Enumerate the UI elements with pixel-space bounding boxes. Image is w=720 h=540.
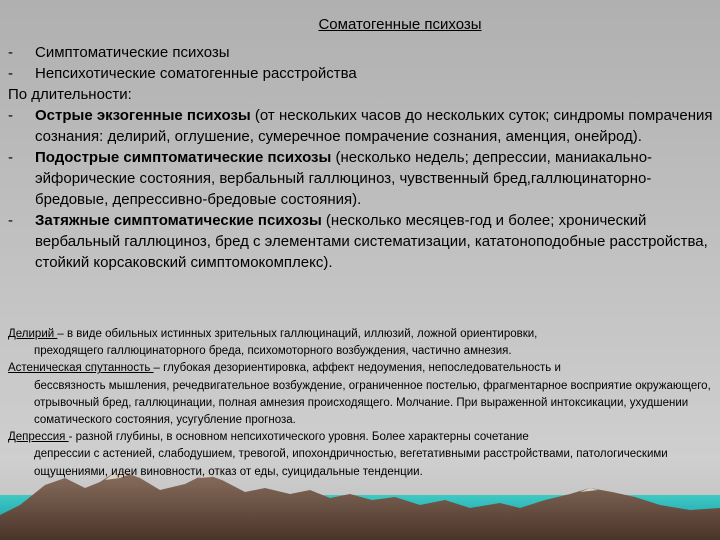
item-heading: Затяжные симптоматические психозы: [35, 212, 322, 229]
dash: -: [8, 65, 13, 82]
dash: -: [8, 149, 13, 166]
main-text: [8, 42, 714, 273]
item-text: (несколько недель; депрессии, маниакально-эйфорические состояния, вербальный галлюциноз, чувственный бред,галлюцинаторно-бредовые, депрессивно-бредовые состояния).: [35, 149, 653, 208]
item-heading: Острые экзогенные психозы: [35, 107, 251, 124]
note-term: Депрессия: [8, 431, 69, 444]
list-item: [8, 63, 714, 84]
note-term: Делирий: [8, 328, 58, 340]
note-continuation: преходящего галлюцинаторного бреда, психомоторного возбуждения, частично амнезия.: [34, 345, 512, 358]
notes: [8, 326, 714, 481]
note-asthenic: [8, 360, 714, 429]
note-continuation: бессвязность мышления, речедвигательное возбуждение, ограниченное постелью, фрагментарное восприятие окружающего, отрывочный бред, галлюцинации, полная амнезия происходящего. Молчание. При выраженной интоксикации, ухудшении соматического состояния, усугубление прогноза.: [34, 379, 711, 427]
dash: -: [8, 212, 13, 229]
item-text: Симптоматические психозы: [35, 44, 230, 61]
list-item: [8, 210, 714, 273]
item-text: (несколько месяцев-год и более; хронический вербальный галлюциноз, бред с элементами систематизации, кататоноподобные расстройства, стойкий корсаковский симптомокомплекс).: [35, 212, 708, 271]
note-text: - разной глубины, в основном непсихотического уровня. Более характерны сочетание: [68, 431, 529, 444]
note-text: – в виде обильных истинных зрительных галлюцинаций, иллюзий, ложной ориентировки,: [57, 328, 538, 340]
note-term: Астеническая спутанность: [8, 362, 154, 375]
note-text: – глубокая дезориентировка, аффект недоумения, непоследовательность и: [153, 362, 561, 375]
duration-label: По длительности:: [8, 86, 132, 103]
item-heading: Подострые симптоматические психозы: [35, 149, 332, 166]
item-text: (от нескольких часов до нескольких суток; синдромы помрачения сознания: делирий, оглушение, сумеречное помрачение сознания, аменция, онейрод).: [35, 107, 713, 145]
slide-title: Соматогенные психозы: [318, 16, 482, 33]
list-item: [8, 147, 714, 210]
list-item: [8, 105, 714, 147]
note-continuation: депрессии с астенией, слабодушием, тревогой, ипохондричностью, вегетативными расстройствами, патологическими ощущениями, идеи виновности, отказ от еды, суицидальные тенденции.: [34, 448, 668, 478]
list-item: [8, 42, 714, 63]
dash: -: [8, 44, 13, 61]
note-depression: [8, 429, 714, 481]
item-text: Непсихотические соматогенные расстройства: [35, 65, 357, 82]
note-delirium: [8, 326, 714, 360]
dash: -: [8, 107, 13, 124]
